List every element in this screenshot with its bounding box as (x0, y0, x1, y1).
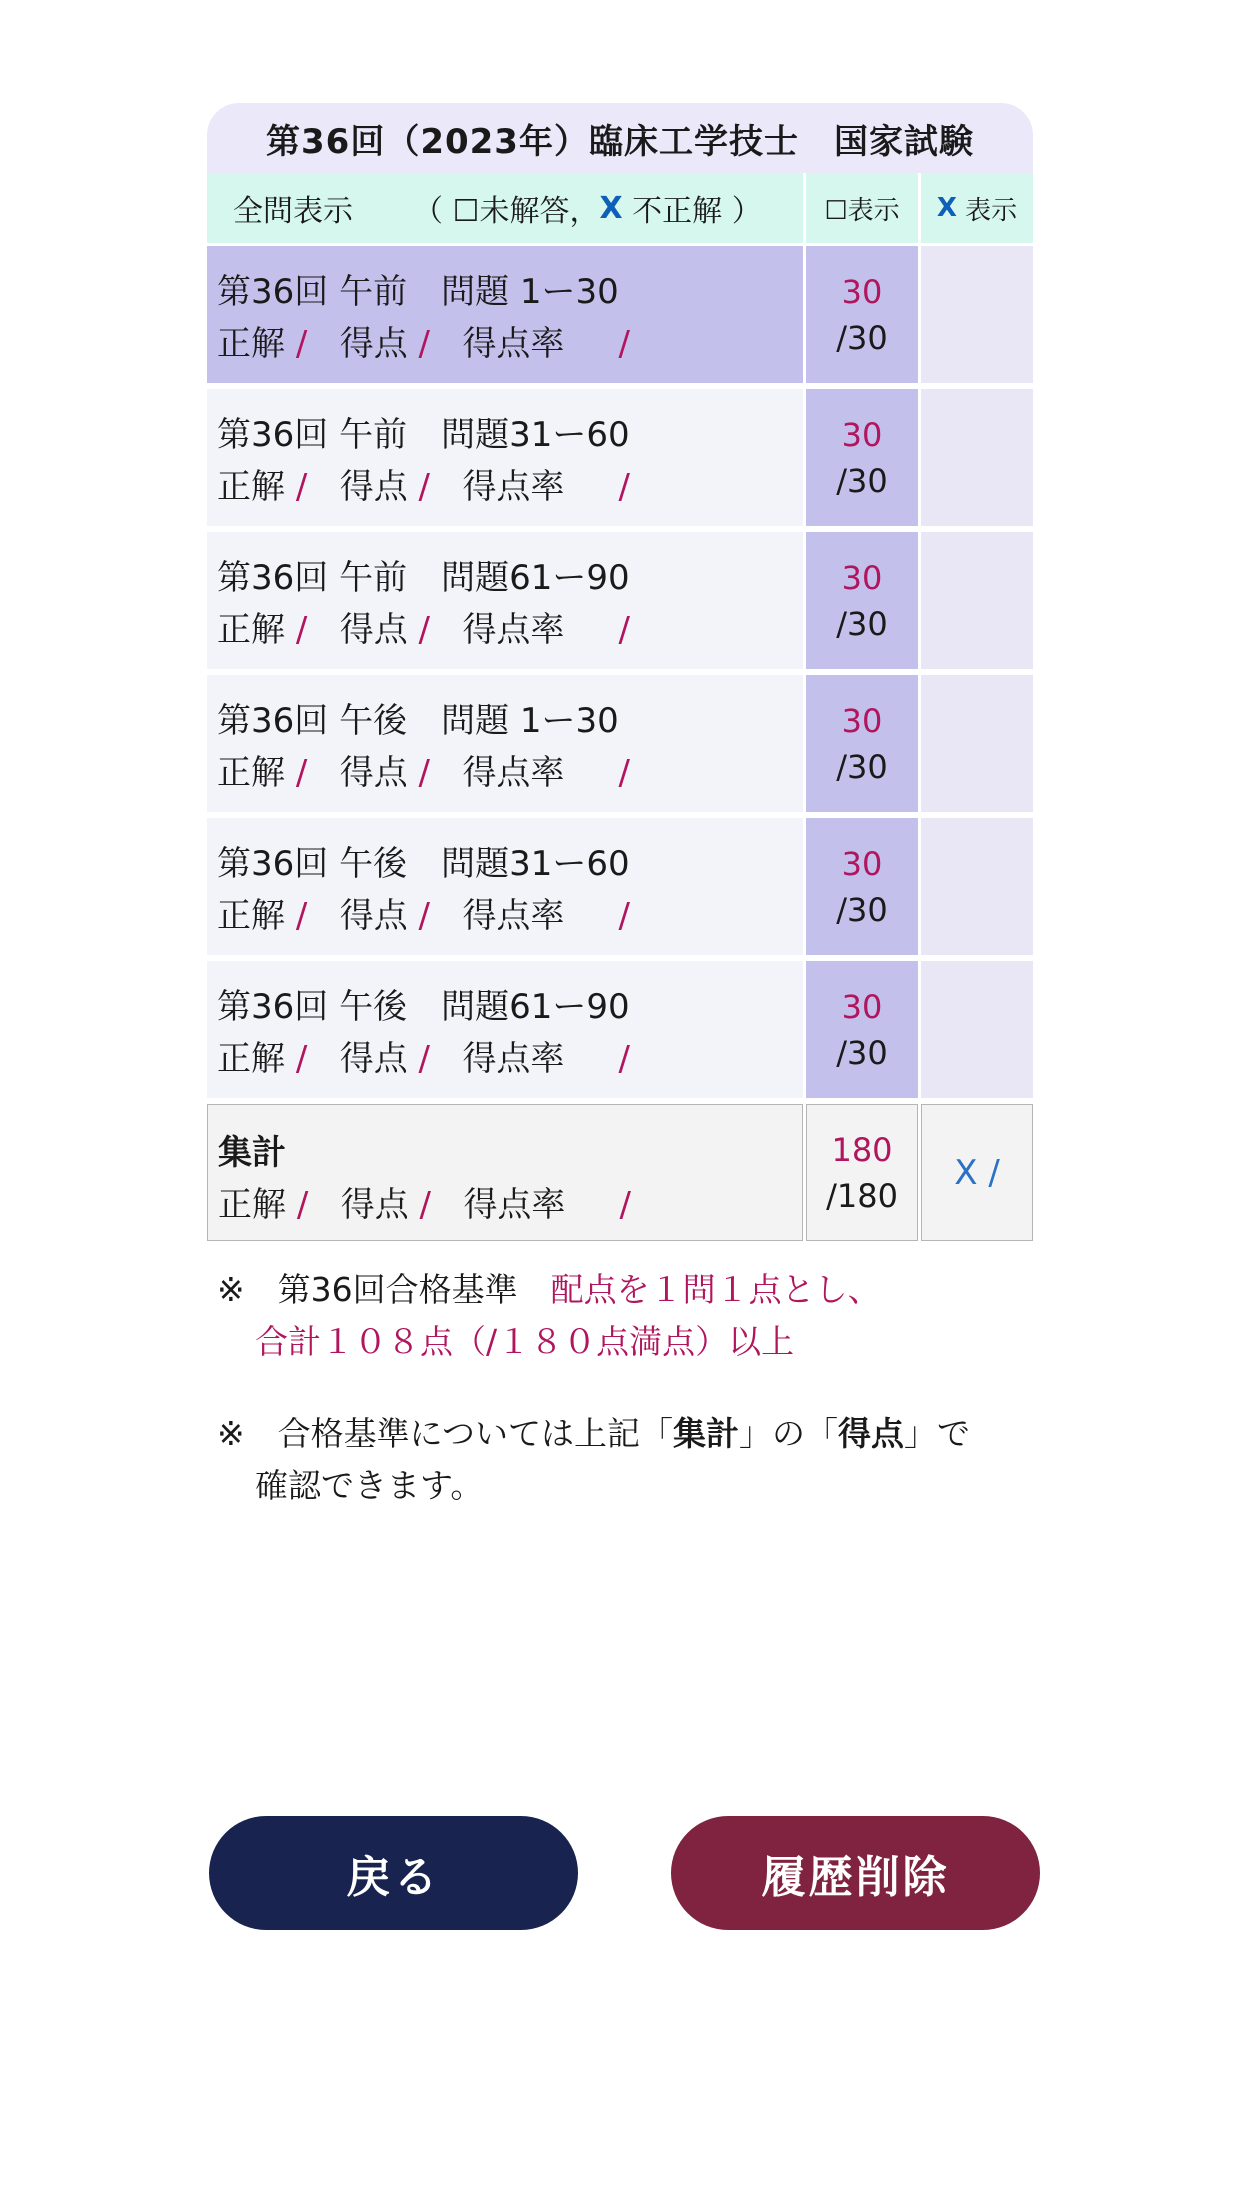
filter-row (207, 173, 1033, 243)
section-stats (217, 747, 803, 799)
score-label: 得点 (339, 896, 408, 936)
summary-unanswered-cell[interactable] (806, 1104, 918, 1241)
correct-slash: / (295, 324, 308, 364)
correct-slash: / (295, 467, 308, 507)
section-label: 第36回 午後 問題61ー90 (217, 987, 630, 1027)
unanswered-count: 30 (841, 987, 883, 1026)
section-stats (217, 318, 803, 370)
wrong-count-cell[interactable] (921, 532, 1033, 669)
legend-wrong: 不正解 (632, 194, 723, 229)
wrong-filter-button[interactable] (921, 173, 1033, 243)
section-row[interactable] (207, 818, 1033, 955)
rate-label: 得点率 (462, 324, 565, 364)
section-label: 第36回 午前 問題31ー60 (217, 415, 630, 455)
wrong-filter-label: 表示 (965, 195, 1018, 226)
section-list (207, 246, 1033, 1241)
correct-label: 正解 (217, 753, 285, 793)
score-label: 得点 (339, 324, 408, 364)
wrong-count-cell[interactable] (921, 389, 1033, 526)
show-all-filter[interactable] (207, 173, 803, 243)
pass-criteria-note (217, 1264, 1077, 1368)
section-info[interactable] (207, 532, 803, 669)
score-check-text-2: 」の「 (739, 1414, 838, 1453)
correct-slash: / (295, 896, 308, 936)
score-check-text-1: 合格基準については上記「 (277, 1414, 673, 1453)
correct-label: 正解 (217, 610, 285, 650)
section-info[interactable] (207, 961, 803, 1098)
wrong-count-cell[interactable] (921, 246, 1033, 383)
correct-slash: / (295, 610, 308, 650)
rate-label: 得点率 (462, 896, 565, 936)
score-slash: / (418, 896, 430, 936)
unanswered-count: 30 (841, 701, 883, 740)
question-total: /30 (836, 747, 888, 786)
pass-criteria-text-1: 配点を１問１点とし、 (550, 1270, 881, 1309)
section-stats (217, 461, 803, 513)
summary-total: /180 (826, 1176, 898, 1215)
rate-slash: / (618, 610, 630, 650)
rate-slash: / (618, 896, 630, 936)
unanswered-filter-button[interactable] (806, 173, 918, 243)
score-slash: / (418, 467, 430, 507)
correct-label: 正解 (218, 1185, 286, 1225)
score-label: 得点 (339, 467, 408, 507)
question-total: /30 (836, 604, 888, 643)
legend-unanswered: ☐未解答， (452, 194, 600, 229)
summary-wrong-cell[interactable] (921, 1104, 1033, 1241)
rate-slash: / (618, 467, 630, 507)
pass-criteria-prefix: 第36回合格基準 (277, 1270, 518, 1309)
score-label: 得点 (339, 1039, 408, 1079)
unanswered-count-cell[interactable] (806, 961, 918, 1098)
pass-criteria-text-2: 合計１０８点（/１８０点満点）以上 (255, 1322, 795, 1361)
correct-label: 正解 (217, 1039, 285, 1079)
section-info[interactable] (207, 675, 803, 812)
rate-label: 得点率 (462, 610, 565, 650)
rate-label: 得点率 (462, 467, 565, 507)
correct-label: 正解 (217, 467, 285, 507)
section-stats (217, 890, 803, 942)
back-button[interactable]: 戻る (209, 1816, 578, 1930)
summary-unanswered-count: 180 (831, 1130, 893, 1169)
score-label: 得点 (340, 1185, 409, 1225)
wrong-count-cell[interactable] (921, 818, 1033, 955)
correct-label: 正解 (217, 324, 285, 364)
unanswered-count: 30 (841, 272, 883, 311)
summary-wrong-count: X / (954, 1152, 1000, 1193)
section-info[interactable] (207, 246, 803, 383)
exam-results-card (207, 103, 1033, 1247)
score-slash: / (418, 1039, 430, 1079)
score-slash: / (418, 324, 430, 364)
score-slash: / (419, 1185, 431, 1225)
section-label: 第36回 午後 問題31ー60 (217, 844, 630, 884)
section-label: 第36回 午前 問題61ー90 (217, 558, 630, 598)
rate-label: 得点率 (462, 753, 565, 793)
unanswered-count-cell[interactable] (806, 389, 918, 526)
section-stats (217, 1033, 803, 1085)
section-label: 第36回 午前 問題 1ー30 (217, 272, 619, 312)
rate-slash: / (618, 1039, 630, 1079)
legend-x-mark: X (599, 190, 623, 226)
section-stats (217, 604, 803, 656)
section-label: 第36回 午後 問題 1ー30 (217, 701, 619, 741)
question-total: /30 (836, 318, 888, 357)
summary-stats (218, 1179, 802, 1231)
question-total: /30 (836, 1033, 888, 1072)
rate-slash: / (619, 1185, 631, 1225)
score-label: 得点 (339, 753, 408, 793)
unanswered-filter-label: ☐表示 (824, 195, 900, 226)
score-check-bold-1: 集計 (673, 1414, 739, 1453)
section-row[interactable] (207, 246, 1033, 383)
rate-label: 得点率 (463, 1185, 566, 1225)
rate-slash: / (618, 753, 630, 793)
score-slash: / (418, 753, 430, 793)
unanswered-count: 30 (841, 844, 883, 883)
section-info[interactable] (207, 818, 803, 955)
page-title: 第36回（2023年）臨床工学技士 国家試験 (207, 103, 1033, 173)
question-total: /30 (836, 890, 888, 929)
rate-label: 得点率 (462, 1039, 565, 1079)
section-info[interactable] (207, 389, 803, 526)
legend-open: （ (413, 194, 443, 229)
wrong-x-mark: X (936, 193, 957, 223)
unanswered-count: 30 (841, 415, 883, 454)
note-mark: ※ (217, 1414, 245, 1453)
unanswered-count-cell[interactable] (806, 532, 918, 669)
show-all-label: 全問表示 (233, 194, 353, 229)
summary-row[interactable] (207, 1104, 1033, 1241)
legend-close: ） (731, 194, 762, 229)
score-slash: / (418, 610, 430, 650)
wrong-count-cell[interactable] (921, 961, 1033, 1098)
note-mark: ※ (217, 1270, 245, 1309)
score-check-text-3: 」で (904, 1414, 970, 1453)
summary-label: 集計 (218, 1133, 286, 1173)
correct-slash: / (296, 1185, 309, 1225)
section-row[interactable] (207, 961, 1033, 1098)
question-total: /30 (836, 461, 888, 500)
correct-slash: / (295, 1039, 308, 1079)
unanswered-count-cell[interactable] (806, 246, 918, 383)
unanswered-count-cell[interactable] (806, 675, 918, 812)
correct-slash: / (295, 753, 308, 793)
delete-history-button[interactable]: 履歴削除 (671, 1816, 1040, 1930)
wrong-count-cell[interactable] (921, 675, 1033, 812)
section-row[interactable] (207, 389, 1033, 526)
section-row[interactable] (207, 532, 1033, 669)
score-check-note (217, 1408, 1077, 1512)
unanswered-count-cell[interactable] (806, 818, 918, 955)
unanswered-count: 30 (841, 558, 883, 597)
score-label: 得点 (339, 610, 408, 650)
notes (217, 1264, 1077, 1552)
correct-label: 正解 (217, 896, 285, 936)
summary-info[interactable] (207, 1104, 803, 1241)
section-row[interactable] (207, 675, 1033, 812)
score-check-text-4: 確認できます。 (255, 1466, 484, 1505)
rate-slash: / (618, 324, 630, 364)
score-check-bold-2: 得点 (838, 1414, 904, 1453)
